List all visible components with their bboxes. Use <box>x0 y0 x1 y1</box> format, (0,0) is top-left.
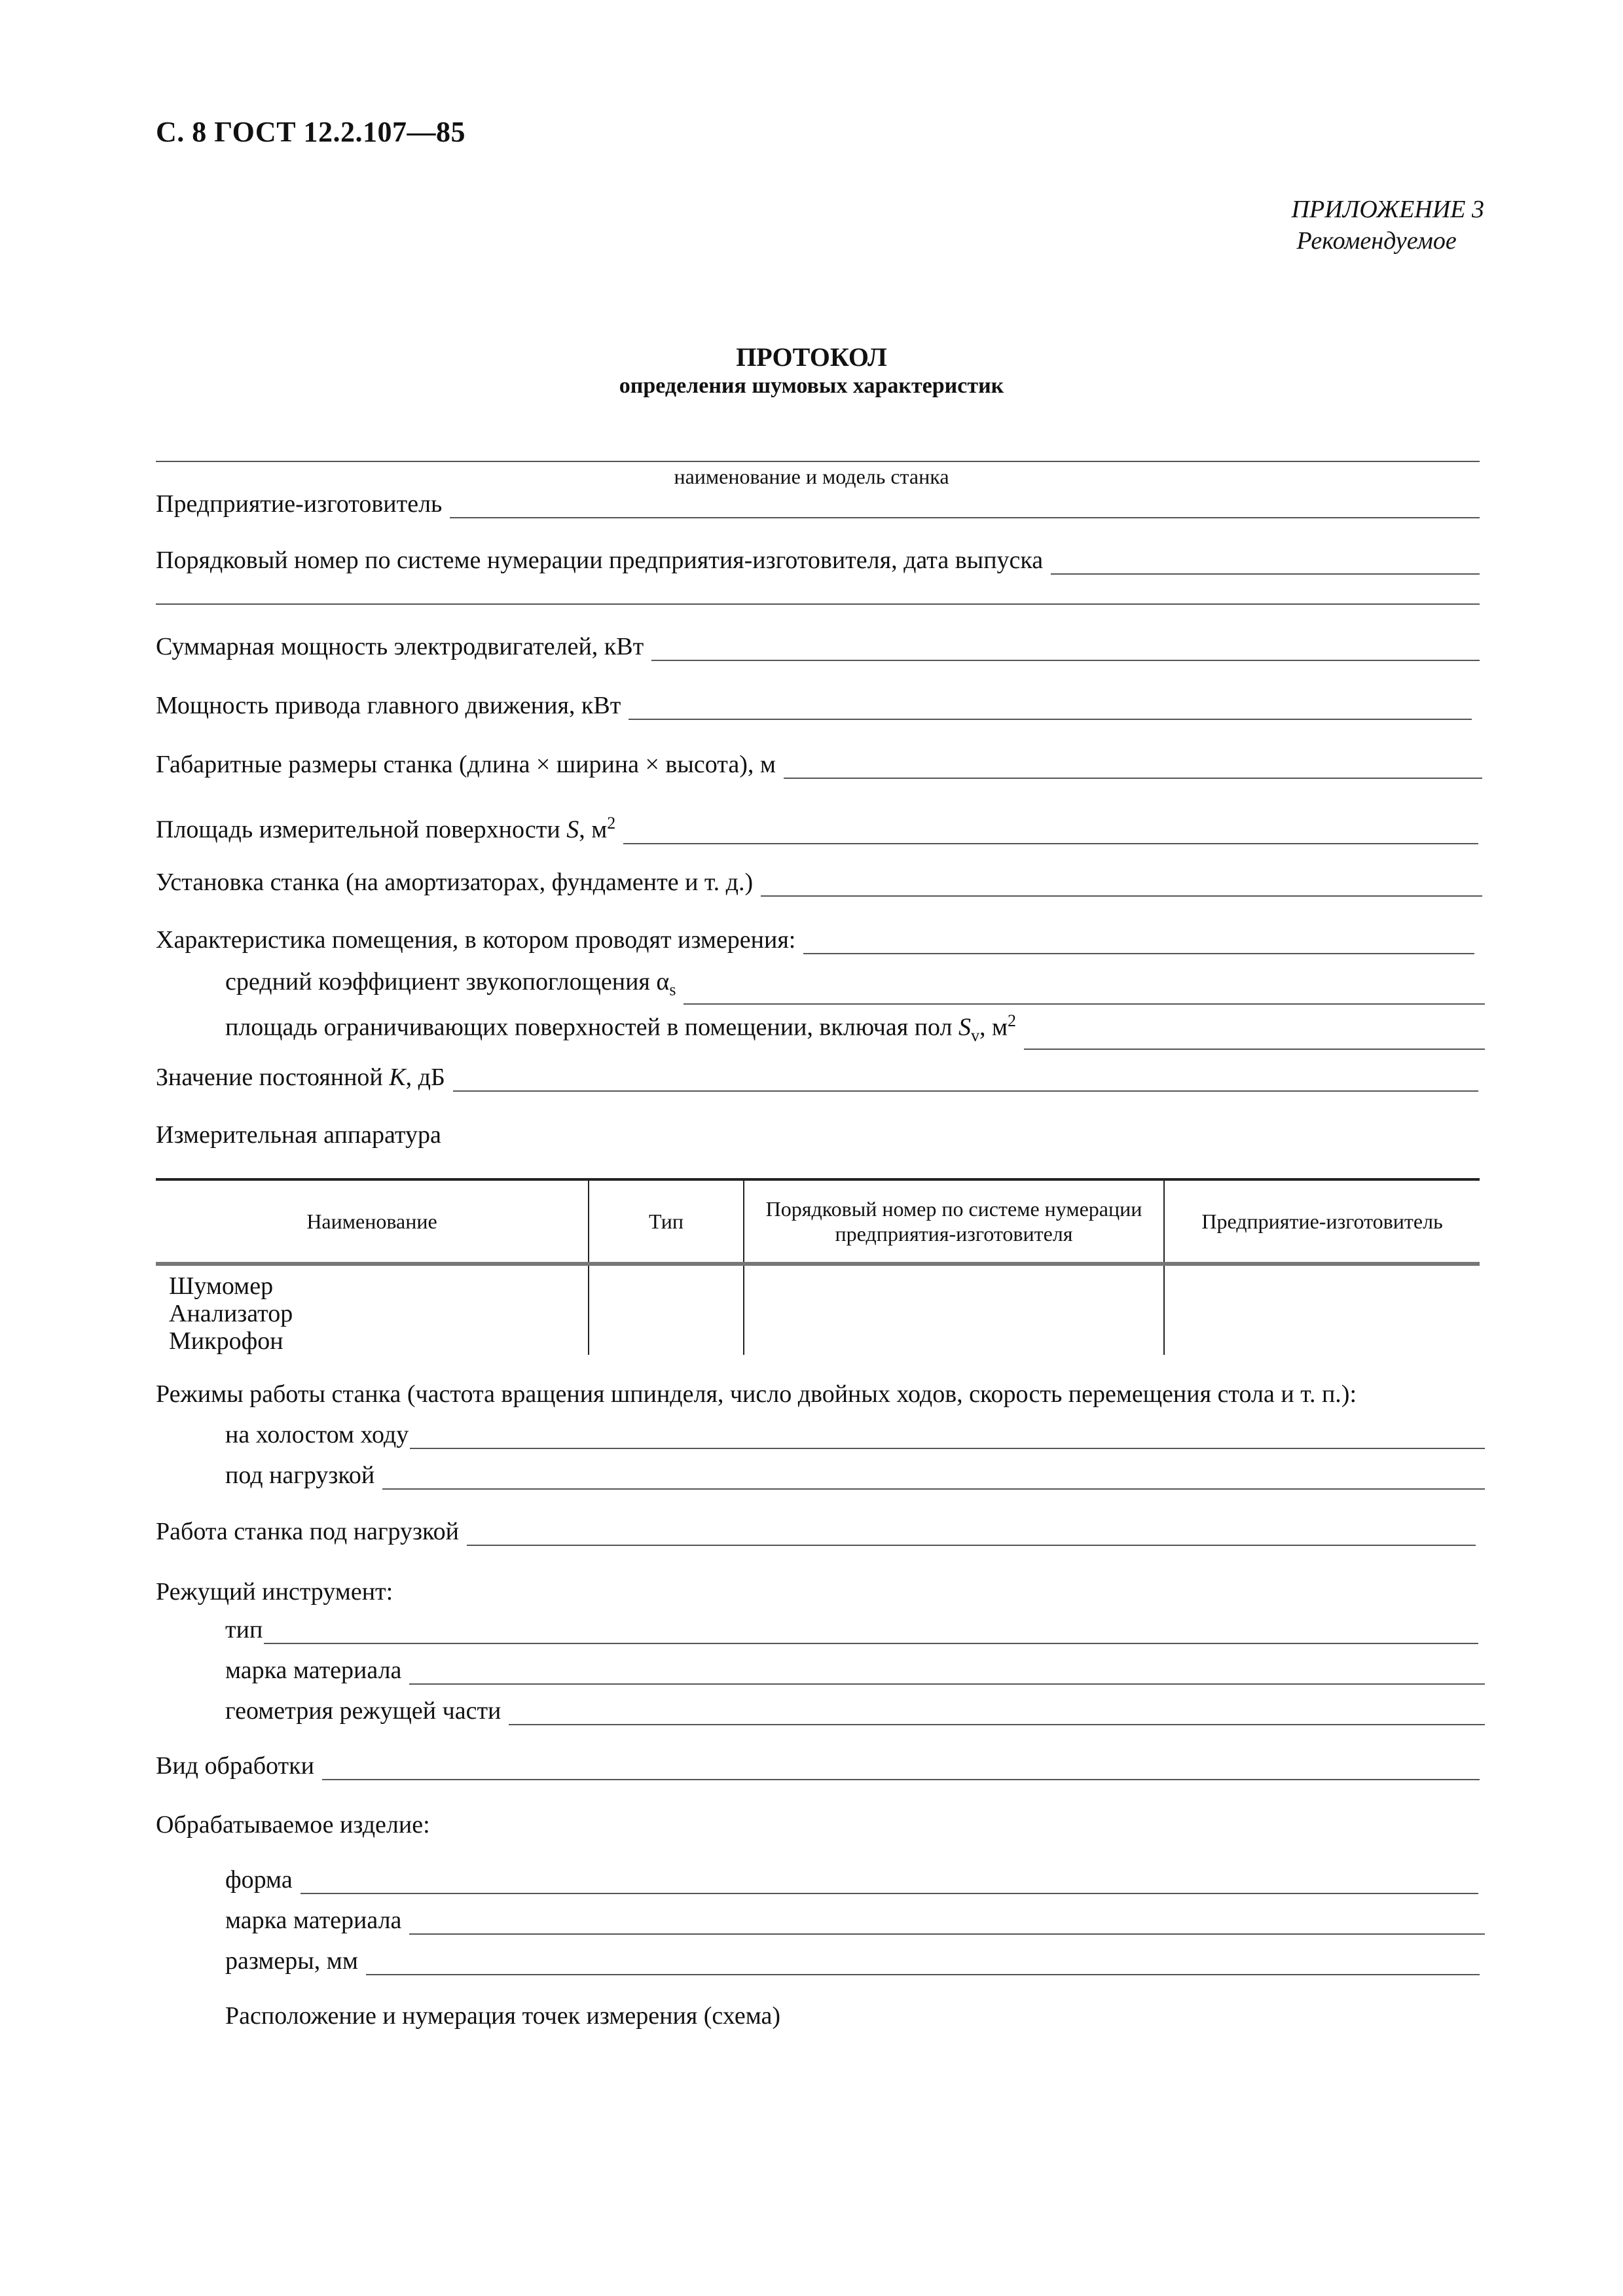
machine-name-line[interactable] <box>156 461 1480 462</box>
room-label: Характеристика помещения, в котором проводят измерения: <box>156 926 796 954</box>
constant-label: Значение постоянной K, дБ <box>156 1064 445 1091</box>
processing-input[interactable] <box>322 1757 1480 1780</box>
modes-idle-input[interactable] <box>410 1426 1485 1449</box>
appendix-status: Рекомендуемое <box>1296 227 1457 255</box>
tool-type-input[interactable] <box>264 1621 1478 1644</box>
modes-load-field <box>225 1461 1485 1490</box>
list-item: Анализатор <box>169 1300 293 1327</box>
measurement-points-label: Расположение и нумерация точек измерения (схема) <box>225 2002 781 2030</box>
installation-field <box>156 868 1482 897</box>
tool-material-input[interactable] <box>409 1661 1485 1685</box>
table-cell-type[interactable] <box>589 1264 744 1355</box>
serial-number-field <box>156 546 1480 575</box>
table-cell-serial[interactable] <box>744 1264 1164 1355</box>
machine-name-caption: наименование и модель станка <box>674 465 949 488</box>
processing-label: Вид обработки <box>156 1752 314 1780</box>
workpiece-size-field <box>225 1946 1480 1975</box>
table-row <box>156 1264 1480 1355</box>
table-cell-names <box>156 1264 589 1355</box>
dimensions-label: Габаритные размеры станка (длина × ширина × высота), м <box>156 751 776 778</box>
total-power-field <box>156 632 1480 661</box>
workpiece-size-label: размеры, мм <box>225 1947 358 1975</box>
tool-geometry-label: геометрия режущей части <box>225 1697 501 1725</box>
apparatus-label: Измерительная аппаратура <box>156 1121 441 1149</box>
manufacturer-label: Предприятие-изготовитель <box>156 490 443 518</box>
room-area-field <box>225 1007 1485 1050</box>
appendix-number: ПРИЛОЖЕНИЕ 3 <box>1291 196 1484 223</box>
table-header-name: Наименование <box>156 1179 589 1264</box>
table-cell-manufacturer[interactable] <box>1164 1264 1480 1355</box>
tool-label: Режущий инструмент: <box>156 1578 393 1605</box>
workpiece-label: Обрабатываемое изделие: <box>156 1811 430 1839</box>
standard-header: С. 8 ГОСТ 12.2.107—85 <box>156 116 466 148</box>
installation-input[interactable] <box>761 873 1482 897</box>
room-input[interactable] <box>803 931 1474 954</box>
main-drive-power-label: Мощность привода главного движения, кВт <box>156 692 621 719</box>
absorption-input[interactable] <box>684 981 1485 1005</box>
appendix-label <box>1292 194 1484 257</box>
absorption-field <box>225 967 1485 1005</box>
manufacturer-input[interactable] <box>450 495 1480 518</box>
surface-area-label: Площадь измерительной поверхности S, $м^2$ <box>156 814 616 844</box>
constant-field <box>156 1063 1478 1092</box>
constant-input[interactable] <box>453 1068 1478 1092</box>
tool-geometry-field <box>225 1696 1485 1725</box>
table-header-manufacturer: Предприятие-изготовитель <box>1164 1179 1480 1264</box>
installation-label: Установка станка (на амортизаторах, фундаменте и т. д.) <box>156 869 754 896</box>
title-sub: определения шумовых характеристик <box>619 374 1004 398</box>
tool-type-label: тип <box>225 1616 263 1643</box>
workpiece-shape-field <box>225 1865 1478 1894</box>
main-drive-power-field <box>156 691 1472 720</box>
main-drive-power-input[interactable] <box>629 696 1472 720</box>
table-header-type: Тип <box>589 1179 744 1264</box>
serial-number-input[interactable] <box>1051 551 1480 575</box>
processing-field <box>156 1751 1480 1780</box>
workpiece-shape-input[interactable] <box>301 1871 1478 1894</box>
document-title <box>0 342 1623 399</box>
serial-number-continuation-line[interactable] <box>156 603 1480 605</box>
dimensions-input[interactable] <box>784 755 1482 779</box>
serial-number-label: Порядковый номер по системе нумерации предприятия-изготовителя, дата выпуска <box>156 547 1044 574</box>
title-main: ПРОТОКОЛ <box>736 342 887 372</box>
surface-area-input[interactable] <box>623 821 1478 844</box>
room-area-label: площадь ограничивающих поверхностей в помещении, включая пол $S_v$, $м^2$ <box>225 1011 1017 1045</box>
tool-type-field <box>225 1615 1478 1644</box>
modes-idle-field <box>225 1420 1485 1449</box>
surface-area-field <box>156 809 1478 844</box>
apparatus-table <box>156 1178 1480 1355</box>
list-item: Шумомер <box>169 1272 274 1300</box>
tool-material-label: марка материала <box>225 1657 402 1684</box>
modes-idle-label: на холостом ходу <box>225 1421 409 1448</box>
total-power-input[interactable] <box>651 637 1480 661</box>
room-field <box>156 925 1474 954</box>
tool-geometry-input[interactable] <box>509 1702 1485 1725</box>
dimensions-field <box>156 750 1482 779</box>
operation-input[interactable] <box>467 1522 1476 1546</box>
workpiece-material-field <box>225 1906 1485 1935</box>
workpiece-material-label: марка материала <box>225 1907 402 1934</box>
list-item: Микрофон <box>169 1327 283 1355</box>
total-power-label: Суммарная мощность электродвигателей, кВт <box>156 633 644 660</box>
absorption-label: средний коэффициент звукопоглощения $\alpha_s$ <box>225 968 676 999</box>
tool-material-field <box>225 1656 1485 1685</box>
room-area-input[interactable] <box>1024 1026 1485 1050</box>
modes-load-input[interactable] <box>382 1466 1485 1490</box>
workpiece-size-input[interactable] <box>366 1952 1480 1975</box>
operation-label: Работа станка под нагрузкой <box>156 1518 459 1545</box>
modes-load-label: под нагрузкой <box>225 1462 375 1489</box>
workpiece-shape-label: форма <box>225 1866 293 1893</box>
operation-field <box>156 1517 1476 1546</box>
table-header-serial: Порядковый номер по системе нумерации предприятия-изготовителя <box>744 1179 1164 1264</box>
manufacturer-field <box>156 490 1480 518</box>
workpiece-material-input[interactable] <box>409 1911 1485 1935</box>
modes-label: Режимы работы станка (частота вращения шпинделя, число двойных ходов, скорость перемещения стола и т. п.): <box>156 1380 1357 1408</box>
